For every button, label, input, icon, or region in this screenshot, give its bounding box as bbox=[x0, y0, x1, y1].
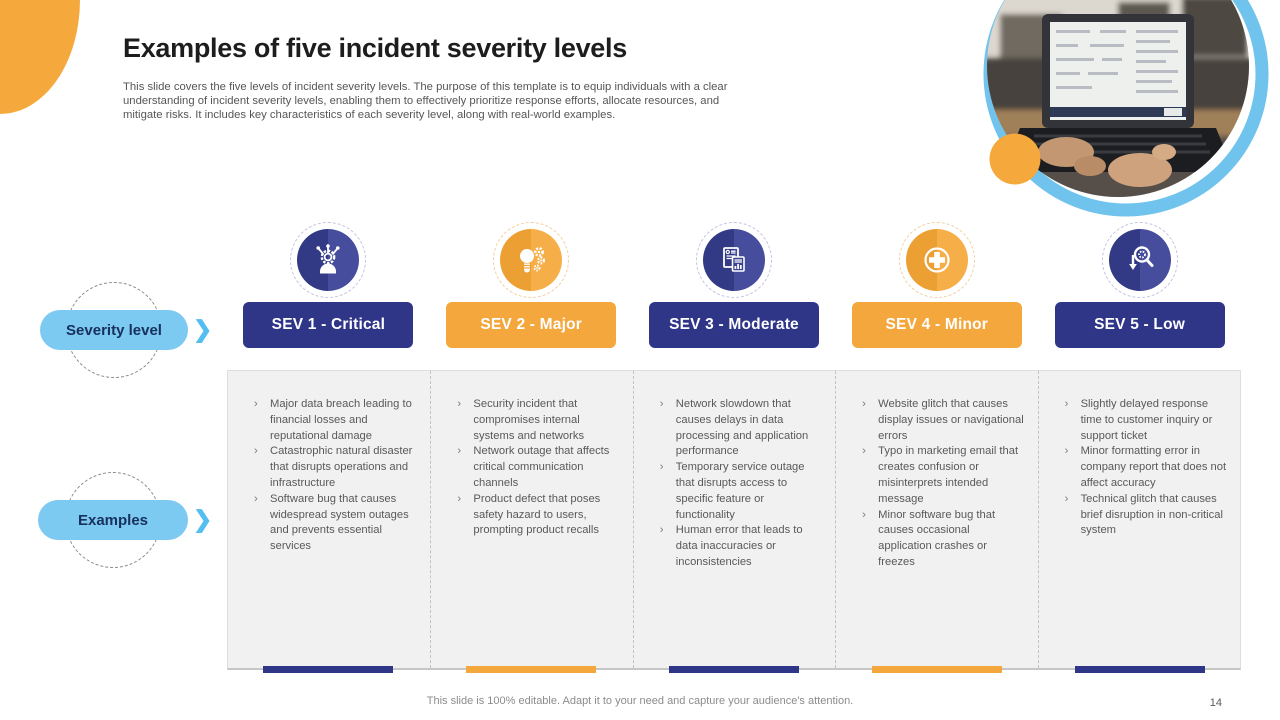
accent-bar bbox=[466, 666, 596, 673]
example-item: › Minor formatting error in company report that does not affect accuracy bbox=[1063, 444, 1227, 491]
examples-table bbox=[227, 370, 1241, 670]
example-item: › Product defect that poses safety hazard to users, prompting product recalls bbox=[455, 492, 619, 539]
icon-dashed-ring bbox=[696, 222, 772, 298]
chevron-right-icon: ❯ bbox=[193, 316, 213, 342]
icon-dashed-ring bbox=[1102, 222, 1178, 298]
laptop-photo bbox=[975, 0, 1265, 225]
example-item: › Typo in marketing email that creates confusion or misinterprets intended message bbox=[860, 444, 1024, 507]
sev4-examples-cell bbox=[835, 371, 1037, 668]
hero-photo bbox=[950, 0, 1280, 225]
example-item: › Slightly delayed response time to customer inquiry or support ticket bbox=[1063, 397, 1227, 444]
severity-level-label: Severity level bbox=[40, 310, 188, 350]
example-item: › Human error that leads to data inaccuracies or inconsistencies bbox=[658, 523, 822, 570]
example-item: › Temporary service outage that disrupts access to specific feature or functionality bbox=[658, 460, 822, 523]
critical-thinking-icon bbox=[297, 229, 359, 291]
example-item: › Technical glitch that causes brief disruption in non-critical system bbox=[1063, 492, 1227, 539]
example-item: › Software bug that causes widespread system outages and prevents essential services bbox=[252, 492, 416, 555]
example-item: › Major data breach leading to financial losses and reputational damage bbox=[252, 397, 416, 444]
sev4-badge: SEV 4 - Minor bbox=[852, 302, 1022, 348]
sev1-examples-cell bbox=[228, 371, 430, 668]
medical-cross-icon bbox=[906, 229, 968, 291]
report-document-icon bbox=[703, 229, 765, 291]
sev5-examples-cell bbox=[1038, 371, 1240, 668]
severity-icons-row bbox=[227, 222, 1241, 298]
example-item: › Network slowdown that causes delays in data processing and application performance bbox=[658, 397, 822, 460]
accent-bar bbox=[669, 666, 799, 673]
severity-badges-row bbox=[227, 302, 1241, 348]
accent-bar bbox=[263, 666, 393, 673]
sev5-badge: SEV 5 - Low bbox=[1055, 302, 1225, 348]
search-gear-icon bbox=[1109, 229, 1171, 291]
chevron-right-icon: ❯ bbox=[193, 506, 213, 532]
example-item: › Catastrophic natural disaster that disrupts operations and infrastructure bbox=[252, 444, 416, 491]
slide-description: This slide covers the five levels of incident severity levels. The purpose of this template is to equip individuals with a clear understanding of incident severity levels, enabling them to effectively prioritize response efforts, allocate resources, and mitigate risks. It includes key characteristics of each severity level, along with real-world examples. bbox=[123, 81, 728, 121]
editable-note: This slide is 100% editable. Adapt it to your need and capture your audience's attention. bbox=[426, 695, 854, 707]
icon-dashed-ring bbox=[290, 222, 366, 298]
example-item: › Network outage that affects critical communication channels bbox=[455, 444, 619, 491]
icon-dashed-ring bbox=[493, 222, 569, 298]
accent-bar bbox=[1075, 666, 1205, 673]
example-item: › Minor software bug that causes occasional application crashes or freezes bbox=[860, 508, 1024, 571]
example-item: › Security incident that compromises internal systems and networks bbox=[455, 397, 619, 444]
page-title: Examples of five incident severity levels bbox=[123, 33, 627, 63]
sev3-examples-cell bbox=[633, 371, 835, 668]
sev3-badge: SEV 3 - Moderate bbox=[649, 302, 819, 348]
page-number: 14 bbox=[1209, 697, 1222, 709]
sev2-badge: SEV 2 - Major bbox=[446, 302, 616, 348]
accent-bar bbox=[872, 666, 1002, 673]
column-accent-bars bbox=[227, 666, 1241, 673]
corner-blob-decoration bbox=[0, 0, 80, 114]
sev2-examples-cell bbox=[430, 371, 632, 668]
orange-dot-decoration bbox=[990, 134, 1041, 185]
icon-dashed-ring bbox=[899, 222, 975, 298]
idea-gears-icon bbox=[500, 229, 562, 291]
examples-label: Examples bbox=[38, 500, 188, 540]
sev1-badge: SEV 1 - Critical bbox=[243, 302, 413, 348]
example-item: › Website glitch that causes display issues or navigational errors bbox=[860, 397, 1024, 444]
